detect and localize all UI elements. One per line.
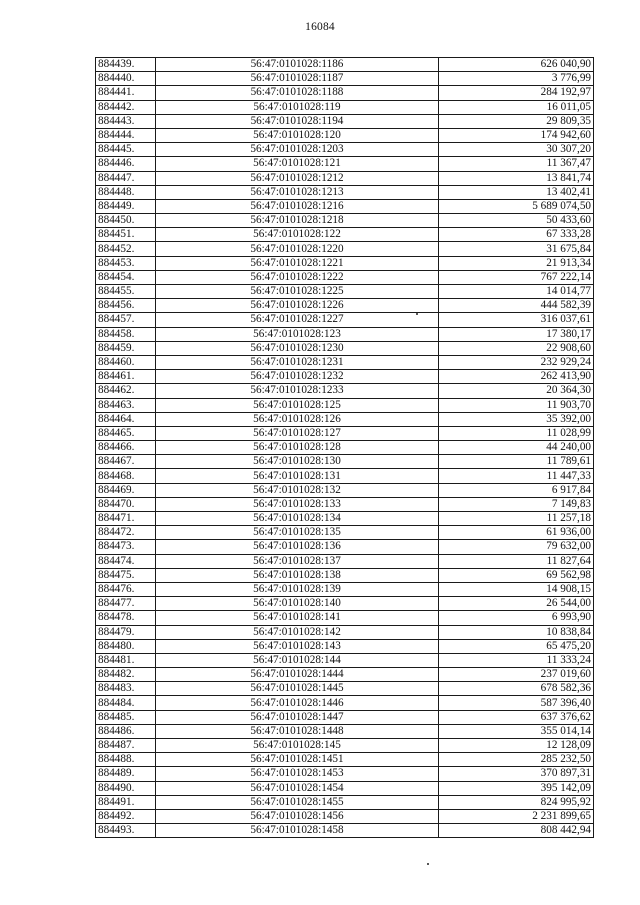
cadastral-value-cell: 808 442,94 [439,824,594,838]
table-row [96,171,594,185]
cadastral-value-cell: 13 841,74 [439,171,594,185]
row-number-cell: 884476. [96,582,156,596]
cadastral-number-cell: 56:47:0101028:131 [156,469,439,483]
row-number-cell: 884474. [96,554,156,568]
table-row [96,72,594,86]
table-row [96,497,594,511]
cadastral-number-cell: 56:47:0101028:137 [156,554,439,568]
cadastral-number-cell: 56:47:0101028:1458 [156,824,439,838]
row-number-cell: 884486. [96,724,156,738]
table-row [96,824,594,838]
table-row [96,228,594,242]
row-number-cell: 884473. [96,540,156,554]
cadastral-value-cell: 26 544,00 [439,597,594,611]
cadastral-value-cell: 11 028,99 [439,426,594,440]
row-number-cell: 884493. [96,824,156,838]
cadastral-number-cell: 56:47:0101028:1212 [156,171,439,185]
row-number-cell: 884482. [96,668,156,682]
table-row [96,455,594,469]
page-number: 16084 [305,21,335,33]
cadastral-value-cell: 824 995,92 [439,795,594,809]
cadastral-number-cell: 56:47:0101028:139 [156,582,439,596]
table-row [96,724,594,738]
cadastral-number-cell: 56:47:0101028:142 [156,625,439,639]
table-row [96,270,594,284]
cadastral-number-cell: 56:47:0101028:1188 [156,86,439,100]
cadastral-number-cell: 56:47:0101028:1218 [156,214,439,228]
cadastral-number-cell: 56:47:0101028:125 [156,398,439,412]
cadastral-value-cell: 17 380,17 [439,327,594,341]
table-row [96,526,594,540]
table-row [96,285,594,299]
row-number-cell: 884467. [96,455,156,469]
table-row [96,554,594,568]
table-row [96,313,594,327]
table-row [96,370,594,384]
cadastral-value-cell: 284 192,97 [439,86,594,100]
row-number-cell: 884439. [96,58,156,72]
cadastral-value-cell: 6 993,90 [439,611,594,625]
table-row [96,185,594,199]
cadastral-number-cell: 56:47:0101028:145 [156,739,439,753]
row-number-cell: 884452. [96,242,156,256]
table-row [96,355,594,369]
cadastral-number-cell: 56:47:0101028:122 [156,228,439,242]
cadastral-value-cell: 16 011,05 [439,100,594,114]
cadastral-number-cell: 56:47:0101028:1456 [156,809,439,823]
row-number-cell: 884454. [96,270,156,284]
row-number-cell: 884440. [96,72,156,86]
row-number-cell: 884459. [96,341,156,355]
row-number-cell: 884455. [96,285,156,299]
cadastral-number-cell: 56:47:0101028:135 [156,526,439,540]
cadastral-value-cell: 6 917,84 [439,483,594,497]
cadastral-value-cell: 11 257,18 [439,512,594,526]
row-number-cell: 884447. [96,171,156,185]
cadastral-value-cell: 11 333,24 [439,653,594,667]
cadastral-value-cell: 69 562,98 [439,568,594,582]
cadastral-value-cell: 11 827,64 [439,554,594,568]
cadastral-value-cell: 12 128,09 [439,739,594,753]
row-number-cell: 884442. [96,100,156,114]
cadastral-value-cell: 11 367,47 [439,157,594,171]
row-number-cell: 884443. [96,114,156,128]
row-number-cell: 884481. [96,653,156,667]
cadastral-value-cell: 370 897,31 [439,767,594,781]
table-row [96,639,594,653]
cadastral-number-cell: 56:47:0101028:133 [156,497,439,511]
cadastral-value-table [95,57,594,838]
row-number-cell: 884479. [96,625,156,639]
cadastral-value-cell: 626 040,90 [439,58,594,72]
row-number-cell: 884445. [96,143,156,157]
table-row [96,157,594,171]
row-number-cell: 884469. [96,483,156,497]
cadastral-value-cell: 3 776,99 [439,72,594,86]
cadastral-number-cell: 56:47:0101028:120 [156,128,439,142]
table-row [96,384,594,398]
table-row [96,568,594,582]
row-number-cell: 884449. [96,199,156,213]
table-row [96,753,594,767]
cadastral-value-cell: 22 908,60 [439,341,594,355]
row-number-cell: 884461. [96,370,156,384]
table-row [96,58,594,72]
row-number-cell: 884488. [96,753,156,767]
row-number-cell: 884460. [96,355,156,369]
cadastral-number-cell: 56:47:0101028:141 [156,611,439,625]
table-row [96,512,594,526]
table-row [96,653,594,667]
cadastral-number-cell: 56:47:0101028:1231 [156,355,439,369]
cadastral-value-cell: 10 838,84 [439,625,594,639]
cadastral-value-cell: 11 789,61 [439,455,594,469]
cadastral-value-cell: 678 582,36 [439,682,594,696]
cadastral-number-cell: 56:47:0101028:140 [156,597,439,611]
cadastral-value-cell: 232 929,24 [439,355,594,369]
cadastral-value-cell: 767 222,14 [439,270,594,284]
scan-dot-mark [427,863,429,865]
row-number-cell: 884446. [96,157,156,171]
table-row [96,710,594,724]
cadastral-number-cell: 56:47:0101028:127 [156,426,439,440]
cadastral-value-cell: 29 809,35 [439,114,594,128]
cadastral-number-cell: 56:47:0101028:1203 [156,143,439,157]
row-number-cell: 884471. [96,512,156,526]
cadastral-value-cell: 637 376,62 [439,710,594,724]
table-row [96,143,594,157]
table-row [96,327,594,341]
cadastral-value-cell: 35 392,00 [439,412,594,426]
cadastral-value-cell: 67 333,28 [439,228,594,242]
cadastral-number-cell: 56:47:0101028:130 [156,455,439,469]
table-row [96,582,594,596]
table-row [96,214,594,228]
row-number-cell: 884456. [96,299,156,313]
table-row [96,611,594,625]
table-row [96,781,594,795]
cadastral-number-cell: 56:47:0101028:1220 [156,242,439,256]
table-row [96,597,594,611]
table-row [96,441,594,455]
cadastral-value-cell: 2 231 899,65 [439,809,594,823]
cadastral-number-cell: 56:47:0101028:1216 [156,199,439,213]
table-row [96,540,594,554]
cadastral-number-cell: 56:47:0101028:1194 [156,114,439,128]
row-number-cell: 884444. [96,128,156,142]
row-number-cell: 884458. [96,327,156,341]
cadastral-value-cell: 31 675,84 [439,242,594,256]
cadastral-number-cell: 56:47:0101028:1187 [156,72,439,86]
row-number-cell: 884483. [96,682,156,696]
cadastral-value-cell: 395 142,09 [439,781,594,795]
row-number-cell: 884484. [96,696,156,710]
cadastral-value-cell: 355 014,14 [439,724,594,738]
cadastral-value-cell: 7 149,83 [439,497,594,511]
table-row [96,398,594,412]
cadastral-number-cell: 56:47:0101028:1447 [156,710,439,724]
cadastral-number-cell: 56:47:0101028:1230 [156,341,439,355]
row-number-cell: 884465. [96,426,156,440]
row-number-cell: 884464. [96,412,156,426]
cadastral-value-cell: 174 942,60 [439,128,594,142]
cadastral-value-cell: 587 396,40 [439,696,594,710]
cadastral-value-cell: 444 582,39 [439,299,594,313]
cadastral-value-cell: 5 689 074,50 [439,199,594,213]
cadastral-value-cell: 20 364,30 [439,384,594,398]
row-number-cell: 884448. [96,185,156,199]
cadastral-number-cell: 56:47:0101028:1444 [156,668,439,682]
row-number-cell: 884468. [96,469,156,483]
table-row [96,86,594,100]
cadastral-value-cell: 21 913,34 [439,256,594,270]
row-number-cell: 884441. [96,86,156,100]
table-row [96,128,594,142]
cadastral-value-cell: 262 413,90 [439,370,594,384]
cadastral-value-cell: 14 908,15 [439,582,594,596]
table-row [96,767,594,781]
cadastral-number-cell: 56:47:0101028:1451 [156,753,439,767]
cadastral-number-cell: 56:47:0101028:132 [156,483,439,497]
cadastral-number-cell: 56:47:0101028:1186 [156,58,439,72]
cadastral-number-cell: 56:47:0101028:1213 [156,185,439,199]
row-number-cell: 884489. [96,767,156,781]
table-row [96,412,594,426]
cadastral-number-cell: 56:47:0101028:1454 [156,781,439,795]
cadastral-value-cell: 11 447,33 [439,469,594,483]
cadastral-value-cell: 50 433,60 [439,214,594,228]
cadastral-number-cell: 56:47:0101028:136 [156,540,439,554]
cadastral-value-cell: 61 936,00 [439,526,594,540]
table-body [96,58,594,838]
cadastral-value-cell: 44 240,00 [439,441,594,455]
table-row [96,795,594,809]
cadastral-number-cell: 56:47:0101028:123 [156,327,439,341]
cadastral-number-cell: 56:47:0101028:121 [156,157,439,171]
cadastral-value-cell: 316 037,61 [439,313,594,327]
cadastral-number-cell: 56:47:0101028:119 [156,100,439,114]
table-row [96,114,594,128]
row-number-cell: 884487. [96,739,156,753]
cadastral-number-cell: 56:47:0101028:1225 [156,285,439,299]
cadastral-number-cell: 56:47:0101028:126 [156,412,439,426]
table-row [96,625,594,639]
cadastral-value-cell: 285 232,50 [439,753,594,767]
cadastral-number-cell: 56:47:0101028:1233 [156,384,439,398]
cadastral-number-cell: 56:47:0101028:134 [156,512,439,526]
row-number-cell: 884480. [96,639,156,653]
row-number-cell: 884485. [96,710,156,724]
table-row [96,696,594,710]
table-row [96,426,594,440]
row-number-cell: 884492. [96,809,156,823]
table-row [96,682,594,696]
table-row [96,299,594,313]
cadastral-number-cell: 56:47:0101028:143 [156,639,439,653]
cadastral-value-cell: 65 475,20 [439,639,594,653]
cadastral-number-cell: 56:47:0101028:1232 [156,370,439,384]
row-number-cell: 884466. [96,441,156,455]
cadastral-number-cell: 56:47:0101028:1455 [156,795,439,809]
cadastral-number-cell: 56:47:0101028:1227 [156,313,439,327]
row-number-cell: 884470. [96,497,156,511]
cadastral-value-cell: 237 019,60 [439,668,594,682]
row-number-cell: 884472. [96,526,156,540]
cadastral-number-cell: 56:47:0101028:128 [156,441,439,455]
cadastral-number-cell: 56:47:0101028:1448 [156,724,439,738]
row-number-cell: 884450. [96,214,156,228]
row-number-cell: 884453. [96,256,156,270]
row-number-cell: 884478. [96,611,156,625]
row-number-cell: 884477. [96,597,156,611]
table-row [96,469,594,483]
cadastral-value-cell: 30 307,20 [439,143,594,157]
table-row [96,739,594,753]
cadastral-number-cell: 56:47:0101028:1446 [156,696,439,710]
cadastral-value-cell: 79 632,00 [439,540,594,554]
table-row [96,483,594,497]
cadastral-number-cell: 56:47:0101028:138 [156,568,439,582]
row-number-cell: 884463. [96,398,156,412]
row-number-cell: 884491. [96,795,156,809]
table-row [96,809,594,823]
cadastral-number-cell: 56:47:0101028:1222 [156,270,439,284]
row-number-cell: 884475. [96,568,156,582]
row-number-cell: 884490. [96,781,156,795]
cadastral-number-cell: 56:47:0101028:1445 [156,682,439,696]
cadastral-number-cell: 56:47:0101028:1453 [156,767,439,781]
table-row [96,199,594,213]
cadastral-value-cell: 13 402,41 [439,185,594,199]
row-number-cell: 884451. [96,228,156,242]
cadastral-value-cell: 11 903,70 [439,398,594,412]
table-row [96,668,594,682]
table-row [96,242,594,256]
table-row [96,341,594,355]
row-number-cell: 884462. [96,384,156,398]
scan-dot-mark [416,313,418,315]
cadastral-number-cell: 56:47:0101028:1226 [156,299,439,313]
table-row [96,256,594,270]
cadastral-number-cell: 56:47:0101028:144 [156,653,439,667]
cadastral-number-cell: 56:47:0101028:1221 [156,256,439,270]
row-number-cell: 884457. [96,313,156,327]
cadastral-value-cell: 14 014,77 [439,285,594,299]
table-row [96,100,594,114]
